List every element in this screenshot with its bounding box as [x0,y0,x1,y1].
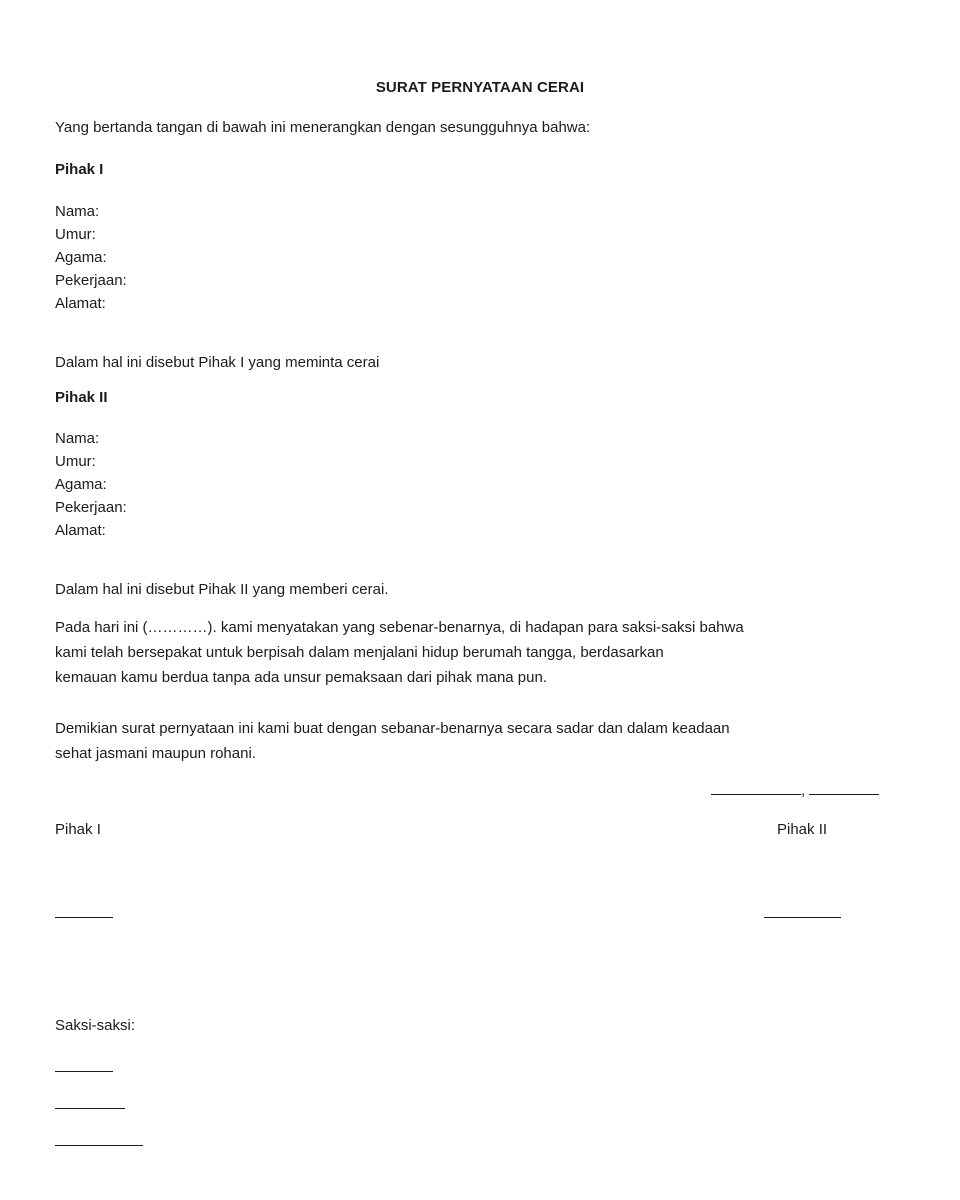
document-title: SURAT PERNYATAAN CERAI [375,79,585,96]
party1-field-nama: Nama: [55,203,100,220]
statement-paragraph [55,615,895,690]
place-date-blanks [711,781,879,801]
party2-note: Dalam hal ini disebut Pihak II yang memberi cerai. [55,581,389,598]
closing-line: Demikian surat pernyataan ini kami buat dengan sebanar-benarnya secara sadar dan dalam keadaan [55,720,730,737]
party2-field-pekerjaan: Pekerjaan: [55,499,127,516]
party1-fields [55,200,127,315]
party2-heading: Pihak II [55,389,108,406]
party2-field-agama: Agama: [55,476,107,493]
party1-field-agama: Agama: [55,249,107,266]
party1-note: Dalam hal ini disebut Pihak I yang meminta cerai [55,354,380,371]
signature-label-party2: Pihak II [777,821,828,838]
party1-field-alamat: Alamat: [55,295,106,312]
party1-heading: Pihak I [55,161,104,178]
party2-field-alamat: Alamat: [55,522,106,539]
signature-line-party2 [764,917,841,918]
statement-line: Pada hari ini (…………). kami menyatakan yang sebenar-benarnya, di hadapan para saksi-saksi bahwa [55,619,744,636]
party2-field-nama: Nama: [55,430,100,447]
statement-line: kemauan kamu berdua tanpa ada unsur pemaksaan dari pihak mana pun. [55,669,547,686]
date-blank [809,782,879,795]
witness-line-3 [55,1145,143,1146]
witness-line-1 [55,1071,113,1072]
party2-fields [55,427,127,542]
witness-line-2 [55,1108,125,1109]
place-blank [711,782,801,795]
closing-paragraph [55,716,895,766]
intro-text: Yang bertanda tangan di bawah ini menerangkan dengan sesungguhnya bahwa: [55,119,591,136]
witnesses-label: Saksi-saksi: [55,1017,136,1034]
signature-label-party1: Pihak I [55,821,101,838]
date-separator: , [801,782,806,799]
statement-line: kami telah bersepakat untuk berpisah dalam menjalani hidup berumah tangga, berdasarkan [55,644,664,661]
signature-line-party1 [55,917,113,918]
party1-field-umur: Umur: [55,226,96,243]
party2-field-umur: Umur: [55,453,96,470]
party1-field-pekerjaan: Pekerjaan: [55,272,127,289]
closing-line: sehat jasmani maupun rohani. [55,745,256,762]
